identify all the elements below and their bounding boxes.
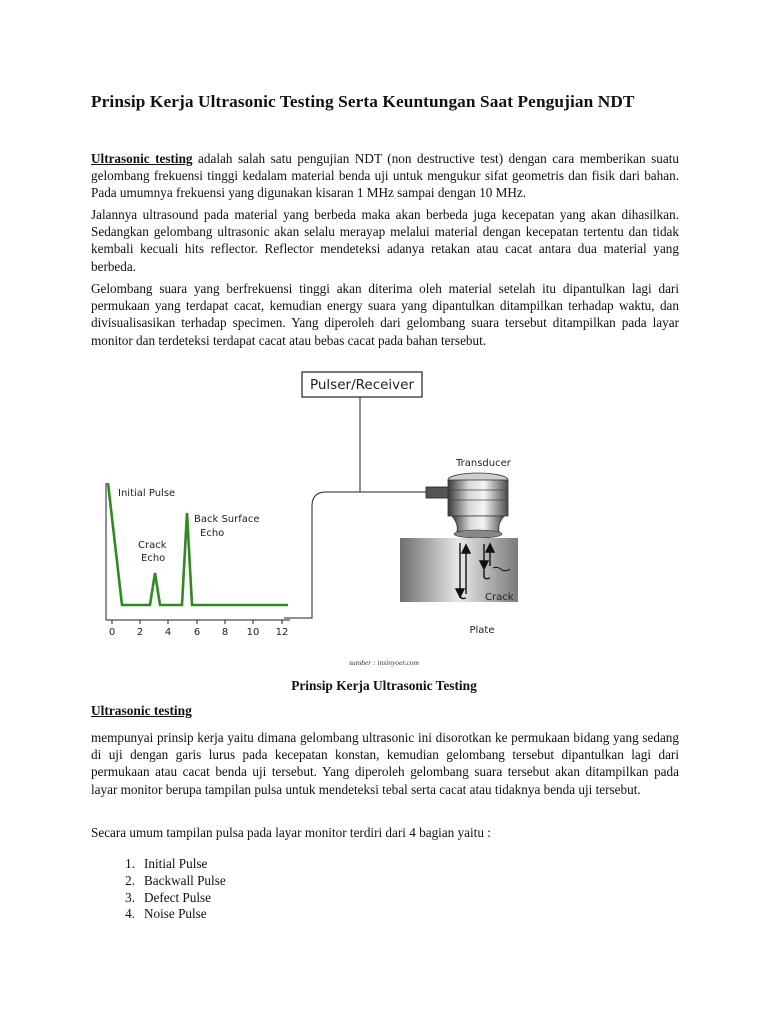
tick-label: 12 — [275, 627, 289, 638]
ultrasonic-testing-link[interactable]: Ultrasonic testing — [91, 151, 193, 166]
transducer — [448, 473, 508, 538]
crack-echo-label-1: Crack — [138, 540, 167, 551]
plate-label: Plate — [469, 625, 495, 636]
back-surface-label-2: Echo — [200, 528, 225, 539]
pulser-receiver-label: Pulser/Receiver — [309, 377, 415, 393]
x-axis-ticks — [109, 620, 289, 638]
initial-pulse-label: Initial Pulse — [118, 488, 176, 499]
list-item: 3. Defect Pulse — [125, 889, 212, 905]
list-item: 4. Noise Pulse — [125, 906, 207, 922]
paragraph-4: mempunyai prinsip kerja yaitu dimana gelombang ultrasonic ini disorotkan ke permukaan bidang yang sedang di uji dengan garis lurus pada kecepatan konstan, kemudian gelombang tersebut dipantulkan lagi dari permukaan atau cacat benda uji tersebut. Yang diperoleh gelombang suara tersebut akan ditampilkan pada layar monitor berupa tampilan pulsa untuk mendeteksi tebal serta cacat atau tidaknya benda uji tersebut. — [91, 730, 679, 797]
list-item: 1. Initial Pulse — [125, 856, 208, 871]
intro-text: adalah salah satu pengujian NDT (non destructive test) dengan cara memberikan suatu gelombang frekuensi tinggi kedalam material benda uji untuk mengukur sifat geometris dan fisik dari bahan. Pada umumnya frekuensi yang digunakan kisaran 1 MHz sampai dengan 10 MHz. — [91, 151, 679, 201]
transducer-label: Transducer — [456, 458, 511, 469]
paragraph-5: Secara umum tampilan pulsa pada layar monitor terdiri dari 4 bagian yaitu : — [91, 825, 491, 840]
tick-label: 2 — [136, 627, 144, 638]
ultrasonic-diagram — [98, 368, 518, 648]
tick-label: 0 — [108, 627, 116, 638]
cable-line — [284, 397, 360, 618]
page-title: Prinsip Kerja Ultrasonic Testing Serta Keuntungan Saat Pengujian NDT — [91, 92, 635, 111]
intro-paragraph — [91, 150, 679, 202]
crack-echo-label-2: Echo — [141, 553, 166, 564]
paragraph-2: Jalannya ultrasound pada material yang berbeda maka akan berbeda juga kecepatan yang akan dihasilkan. Sedangkan gelombang ultrasonic akan selalu merayap melalui material dengan kecepatan tertentu dan tidak kembali kecuali hits reflector. Reflector mendeteksi adanya retakan atau cacat antara dua material yang berbeda. — [91, 207, 679, 274]
back-surface-label-1: Back Surface — [194, 514, 260, 525]
echo-line — [108, 483, 288, 605]
figure-source: sumber : insinyoer.com — [349, 658, 419, 667]
tick-label: 4 — [164, 627, 172, 638]
pulse-list — [91, 856, 226, 923]
figure-caption: Prinsip Kerja Ultrasonic Testing — [291, 678, 477, 693]
paragraph-3: Gelombang suara yang berfrekuensi tinggi akan diterima oleh material setelah itu dipantulkan lagi dari permukaan yang terdapat cacat, kemudian energy suara yang dipantulkan ditampilkan terhadap waktu, dan divisualisasikan terhadap specimen. Yang diperoleh dari gelombang suara tersebut ditampilkan pada layar monitor dan terdeteksi terdapat cacat atau bebas cacat pada bahan tersebut. — [91, 281, 679, 348]
tick-label: 8 — [221, 627, 229, 638]
oscilloscope-trace — [106, 483, 290, 620]
tick-label: 6 — [193, 627, 201, 638]
section-heading: Ultrasonic testing — [91, 703, 192, 718]
tick-label: 10 — [246, 627, 260, 638]
crack-label: Crack — [485, 592, 514, 603]
list-item: 2. Backwall Pulse — [125, 872, 226, 888]
